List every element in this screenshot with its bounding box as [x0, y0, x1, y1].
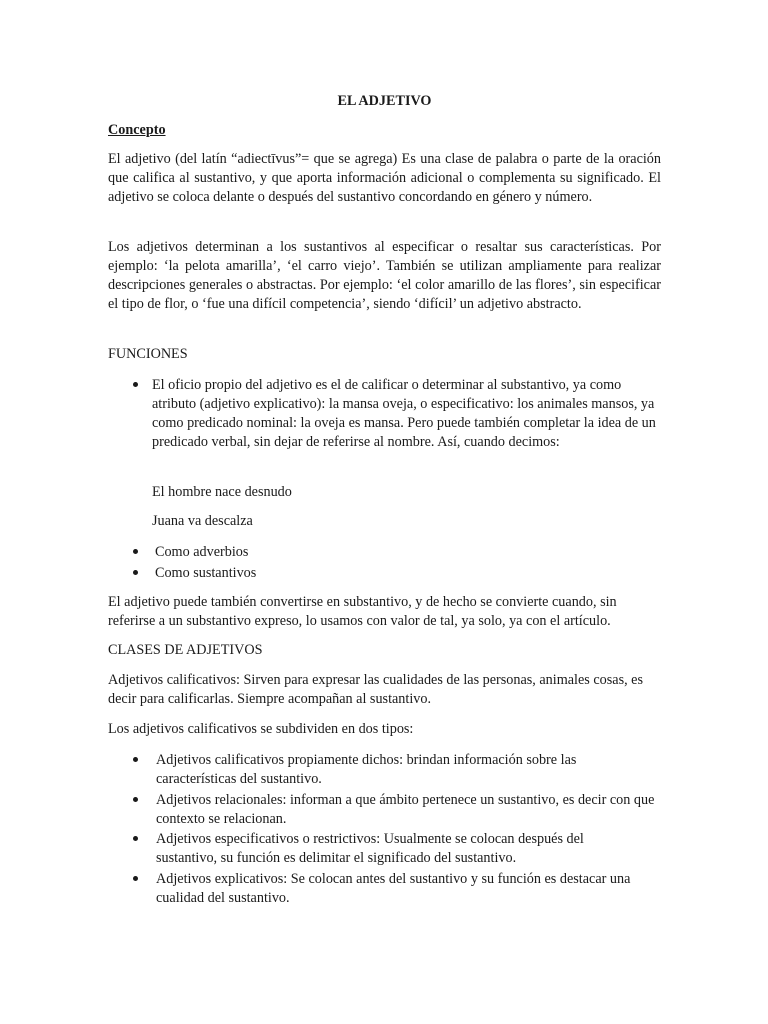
bullet-icon [130, 870, 140, 889]
bullet-icon [130, 543, 140, 562]
bullet-icon [130, 830, 140, 849]
bullet-icon [130, 791, 140, 810]
concepto-paragraph-1: El adjetivo (del latín “adiectīvus”= que se agrega) Es una clase de palabra o parte de la oración que califica al sustantivo, y que aporta información adicional o complementa su significado. El adjetivo se coloca delante o después del sustantivo concordando en género y número. [108, 151, 661, 205]
bullet-icon [130, 564, 140, 583]
clases-paragraph-1: Adjetivos calificativos: Sirven para expresar las cualidades de las personas, animales cosas, es decir para calificarlas. Siempre acompañan al sustantivo. [108, 672, 644, 707]
bullet-icon [130, 751, 140, 770]
example-line-1: El hombre nace desnudo [152, 484, 292, 500]
clases-heading: CLASES DE ADJETIVOS [108, 642, 263, 658]
funciones-bullet-3: Como sustantivos [155, 565, 257, 581]
funciones-bullet-1: El oficio propio del adjetivo es el de calificar o determinar al substantivo, ya como atributo (adjetivo explicativo): la mansa oveja, o especificativo: los animales mansos, ya como predicado nominal: la oveja es mansa. Pero puede también completar la idea de un predicado verbal, sin dejar de referirse al nombre. Así, cuando decimos: [152, 377, 656, 450]
clases-bullet-4: Adjetivos explicativos: Se colocan antes del sustantivo y su función es destacar una cualidad del sustantivo. [156, 871, 631, 906]
clases-bullet-3: Adjetivos especificativos o restrictivos: Usualmente se colocan después del sustantivo, su función es delimitar el significado del sustantivo. [156, 831, 584, 866]
concepto-paragraph-2: Los adjetivos determinan a los sustantivos al especificar o resaltar sus características. Por ejemplo: ‘la pelota amarilla’, ‘el carro viejo’. También se utilizan ampliamente para realizar descripciones generales o abstractas. Por ejemplo: ‘el color amarillo de las flores’, sin especificar el tipo de flor, o ‘fue una difícil competencia’, siendo ‘difícil’ un adjetivo abstracto. [108, 239, 661, 312]
concepto-heading: Concepto [108, 122, 166, 138]
funciones-bullet-2: Como adverbios [155, 544, 249, 560]
funciones-paragraph: El adjetivo puede también convertirse en substantivo, y de hecho se convierte cuando, sin referirse a un substantivo expreso, lo usamos con valor de tal, ya solo, ya con el artículo. [108, 594, 617, 629]
clases-paragraph-2: Los adjetivos calificativos se subdividen en dos tipos: [108, 721, 414, 737]
example-line-2: Juana va descalza [152, 513, 253, 529]
funciones-heading: FUNCIONES [108, 346, 188, 362]
document-title: EL ADJETIVO [337, 93, 432, 109]
clases-bullet-2: Adjetivos relacionales: informan a que ámbito pertenece un sustantivo, es decir con que contexto se relacionan. [156, 792, 655, 827]
clases-bullet-1: Adjetivos calificativos propiamente dichos: brindan información sobre las características del sustantivo. [156, 752, 577, 787]
bullet-icon [130, 376, 140, 395]
